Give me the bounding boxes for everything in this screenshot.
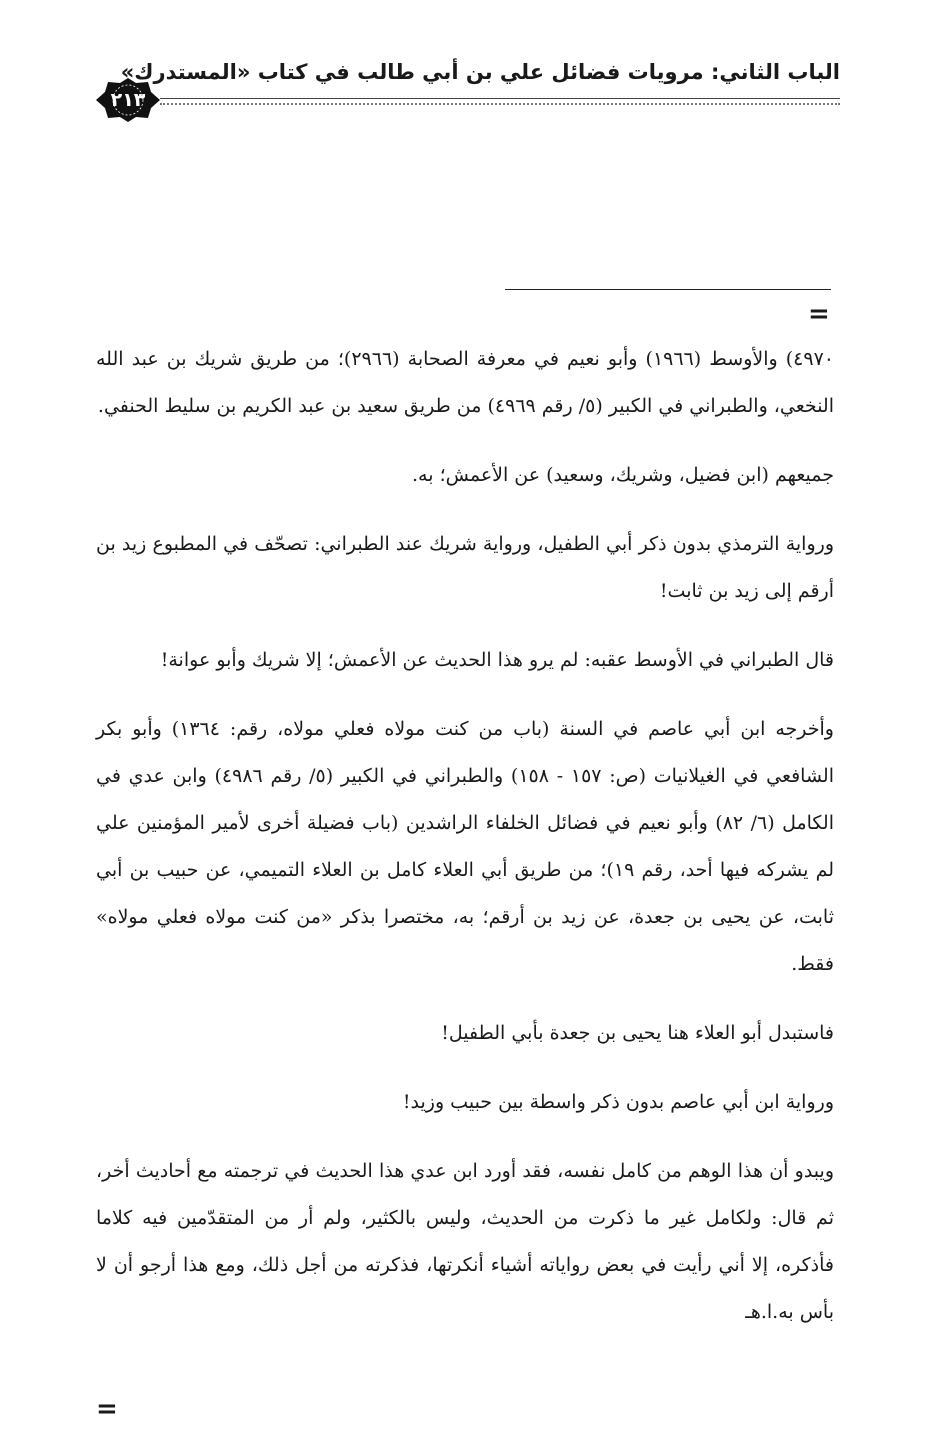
paragraph: ورواية ابن أبي عاصم بدون ذكر واسطة بين حبيب وزيد! <box>402 1091 834 1113</box>
paragraph: قال الطبراني في الأوسط عقبه: لم يرو هذا الحديث عن الأعمش؛ إلا شريك وأبو عوانة! <box>160 649 834 671</box>
footnote-separator <box>505 289 831 290</box>
running-header-title: الباب الثاني: مرويات فضائل علي بن أبي طالب في كتاب «المستدرك» <box>120 60 840 84</box>
continuation-mark-bottom: = <box>96 1394 118 1424</box>
paragraph: فاستبدل أبو العلاء هنا يحيى بن جعدة بأبي الطفيل! <box>441 1022 834 1044</box>
page-number: ٢١٣ <box>110 89 146 111</box>
footnote-body <box>96 336 834 1358</box>
paragraph: جميعهم (ابن فضيل، وشريك، وسعيد) عن الأعمش؛ به. <box>412 464 834 486</box>
page-number-badge <box>96 78 160 122</box>
paragraph: ورواية الترمذي بدون ذكر أبي الطفيل، ورواية شريك عند الطبراني: تصحّف في المطبوع زيد بن أرقم إلى زيد بن ثابت! <box>96 533 834 602</box>
paragraph: ويبدو أن هذا الوهم من كامل نفسه، فقد أورد ابن عدي هذا الحديث في ترجمته مع أحاديث أخر، ثم قال: ولكامل غير ما ذكرت من الحديث، وليس بالكثير، ولم أر من المتقدّمين فيه كلاما فأذكره، إلا أني رأيت في بعض رواياته أشياء أنكرتها، فذكرته من أجل ذلك، ومع هذا أرجو أن لا بأس به.ا.هـ <box>96 1160 834 1323</box>
paragraph: وأخرجه ابن أبي عاصم في السنة (باب من كنت مولاه فعلي مولاه، رقم: ١٣٦٤) وأبو بكر الشافعي في الغيلانيات (ص: ١٥٧ - ١٥٨) والطبراني في الكبير (٥/ رقم ٤٩٨٦) وابن عدي في الكامل (٦/ ٨٢) وأبو نعيم في فضائل الخلفاء الراشدين (باب فضيلة أخرى لأمير المؤمنين علي لم يشركه فيها أحد، رقم ١٩)؛ من طريق أبي العلاء كامل بن العلاء التميمي، عن حبيب بن أبي ثابت، عن يحيى بن جعدة، عن زيد بن أرقم؛ به، مختصرا بذكر «من كنت مولاه فعلي مولاه» فقط. <box>96 718 835 975</box>
header-dotted-rule <box>160 103 840 105</box>
continuation-mark-top: = <box>808 299 830 329</box>
paragraph: ٤٩٧٠) والأوسط (١٩٦٦) وأبو نعيم في معرفة الصحابة (٢٩٦٦)؛ من طريق شريك بن عبد الله النخعي، والطبراني في الكبير (٥/ رقم ٤٩٦٩) من طريق سعيد بن عبد الكريم بن سليط الحنفي. <box>96 348 834 417</box>
header-rule <box>160 98 840 99</box>
